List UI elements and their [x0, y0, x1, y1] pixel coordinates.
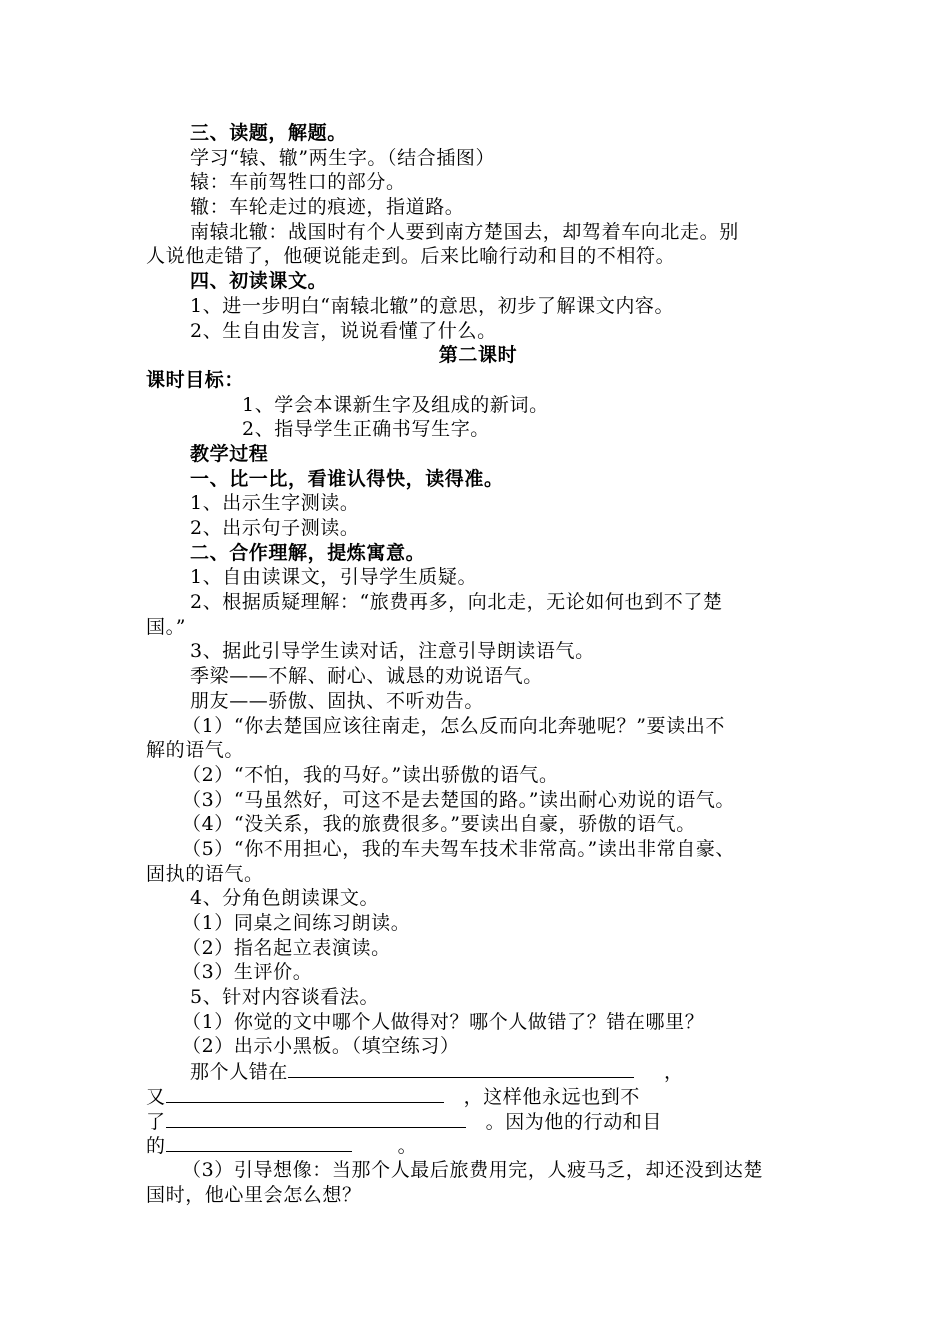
fill-blank	[166, 1133, 352, 1152]
fill-blank	[166, 1084, 444, 1103]
lesson-title: 第二课时	[438, 344, 518, 367]
paragraph-line: 2、出示句子测读。	[190, 517, 360, 539]
fill-blank-line	[146, 1109, 810, 1134]
paragraph-line: 2、根据质疑理解：“旅费再多，向北走，无论如何也到不了楚	[190, 591, 723, 614]
objective-item: 1、学会本课新生字及组成的新词。	[242, 393, 549, 416]
paragraph-line: （2）指名起立表演读。	[182, 936, 391, 959]
fill-text: 那个人错在	[190, 1061, 289, 1084]
fill-blank-line	[146, 1133, 810, 1158]
paragraph-line: （4）“没关系，我的旅费很多。”要读出自豪，骄傲的语气。	[182, 813, 696, 836]
paragraph-line: （2）出示小黑板。（填空练习）	[182, 1035, 460, 1058]
paragraph-line: 人说他走错了，他硬说能走到。后来比喻行动和目的不相符。	[146, 245, 676, 268]
paragraph-line: 季梁——不解、耐心、诚恳的劝说语气。	[190, 665, 543, 688]
fill-blank-line	[146, 1059, 810, 1084]
fill-text: 又	[146, 1085, 166, 1108]
paragraph-line: 学习“辕、辙”两生字。（结合插图）	[190, 146, 496, 169]
paragraph-line: （1）你觉的文中哪个人做得对？哪个人做错了？错在哪里？	[182, 1010, 705, 1033]
paragraph-line: 固执的语气。	[146, 862, 264, 885]
fill-text: ，	[664, 1061, 684, 1084]
paragraph-line: 南辕北辙：战国时有个人要到南方楚国去，却驾着车向北走。别	[190, 220, 739, 243]
fill-blank	[288, 1059, 634, 1078]
fill-blank	[166, 1109, 466, 1128]
paragraph-line: （5）“你不用担心，我的车夫驾车技术非常高。”读出非常自豪、	[182, 837, 736, 860]
objective-item: 2、指导学生正确书写生字。	[242, 418, 490, 441]
paragraph-line: （1）“你去楚国应该往南走，怎么反而向北奔驰呢？”要读出不	[182, 714, 725, 737]
paragraph-line: （3）生评价。	[182, 961, 313, 984]
paragraph-line: 1、出示生字测读。	[190, 492, 360, 515]
section-heading-2: 二、合作理解，提炼寓意。	[190, 541, 426, 564]
paragraph-line: 解的语气。	[146, 739, 245, 762]
objectives-heading: 课时目标：	[146, 368, 245, 391]
paragraph-line: 3、据此引导学生读对话，注意引导朗读语气。	[190, 640, 595, 663]
paragraph-line: 辕：车前驾牲口的部分。	[190, 171, 406, 194]
lesson-plan-page	[146, 121, 810, 1207]
paragraph-line: （1）同桌之间练习朗读。	[182, 912, 411, 934]
fill-blank-line	[146, 1084, 810, 1109]
fill-text: 了	[146, 1110, 166, 1133]
fill-text: 的	[146, 1135, 166, 1158]
process-heading: 教学过程	[190, 442, 269, 465]
paragraph-line: 2、生自由发言，说说看懂了什么。	[190, 319, 497, 342]
paragraph-line: 朋友——骄傲、固执、不听劝告。	[190, 689, 485, 712]
paragraph-line: 国时，他心里会怎么想？	[146, 1183, 362, 1206]
fill-text: 。因为他的行动和目	[485, 1110, 663, 1133]
paragraph-line: 辙：车轮走过的痕迹，指道路。	[190, 196, 465, 219]
fill-text: 。	[397, 1135, 418, 1158]
fill-text: ，这样他永远也到不	[463, 1085, 641, 1108]
paragraph-line: （3）引导想像：当那个人最后旅费用完，人疲马乏，却还没到达楚	[182, 1158, 764, 1181]
paragraph-line: 1、进一步明白“南辕北辙”的意思，初步了解课文内容。	[190, 294, 675, 317]
paragraph-line: 国。”	[146, 615, 187, 638]
section-heading-4: 四、初读课文。	[190, 270, 328, 293]
paragraph-line: （2）“不怕，我的马好。”读出骄傲的语气。	[182, 763, 559, 786]
paragraph-line: 1、自由读课文，引导学生质疑。	[190, 566, 478, 589]
section-heading-3: 三、读题，解题。	[190, 122, 347, 144]
paragraph-line: 4、分角色朗读课文。	[190, 887, 380, 910]
section-heading-1: 一、比一比，看谁认得快，读得准。	[190, 467, 504, 490]
paragraph-line: （3）“马虽然好，可这不是去楚国的路。”读出耐心劝说的语气。	[182, 788, 736, 811]
paragraph-line: 5、针对内容谈看法。	[190, 986, 380, 1009]
